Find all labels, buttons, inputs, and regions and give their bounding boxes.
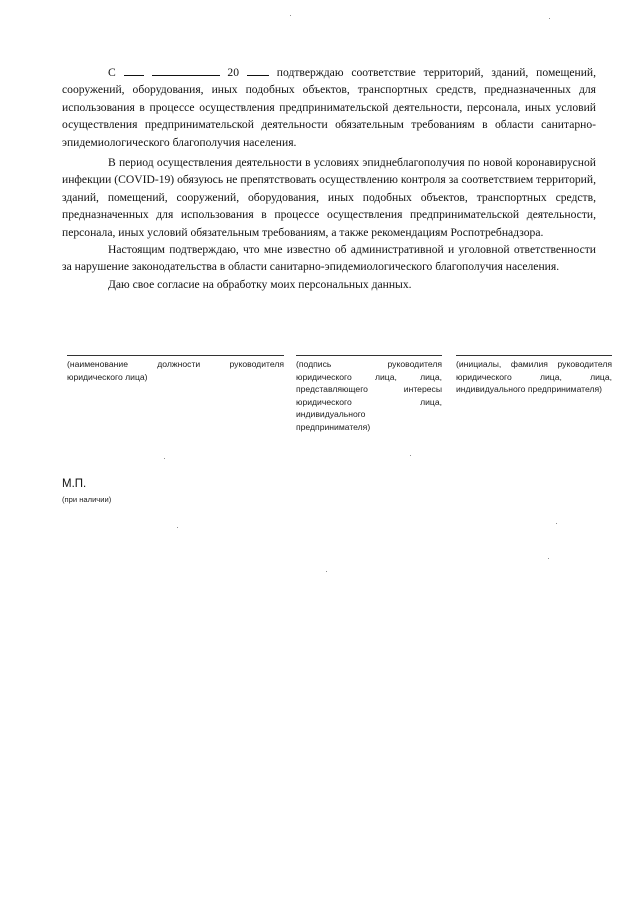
scan-speck (410, 455, 411, 456)
scan-speck (548, 558, 549, 559)
month-blank (152, 64, 220, 76)
consent-paragraph: Даю свое согласие на обработку моих персональных данных. (108, 277, 412, 291)
scan-speck (549, 18, 550, 19)
scan-speck (164, 458, 165, 459)
scan-speck (556, 523, 557, 524)
scan-speck (326, 571, 327, 572)
day-blank (124, 64, 144, 76)
liability-paragraph: Настоящим подтверждаю, что мне известно об административной и уголовной ответственности за нарушение законодательства в области санитарно-эпидемиологического благополучия населения. (62, 243, 596, 274)
year-blank (247, 64, 269, 76)
stamp-label: М.П. (62, 478, 87, 490)
confirmation-prefix: С (108, 66, 116, 79)
covid-paragraph: В период осуществления деятельности в условиях эпиднеблагополучия по новой коронавирусной инфекции (COVID-19) обязуюсь не препятствовать осуществлению контроля за соответствием территорий, зданий, помещений, сооружений, оборудования, иных подобных объектов, транспортных средств, предназначенных для использования в процессе осуществления предпринимательской деятельности, персонала, иных условий обязательным требованиям, а также рекомендациям Роспотребнадзора. (62, 156, 596, 239)
document-body (62, 64, 596, 293)
position-signature-field: (наименование должности руководителя юридического лица) (67, 355, 284, 383)
scan-speck (290, 15, 291, 16)
confirmation-rest: подтверждаю соответствие территорий, зданий, помещений, сооружений, оборудования, иных подобных объектов, транспортных средств, предназначенных для использования в процессе осуществления предпринимательской деятельности, персонала, иных условий осуществления предпринимательской деятельности обязательным требованиям в области санитарно-эпидемиологического благополучия населения. (62, 66, 597, 149)
scan-speck (177, 527, 178, 528)
year-prefix: 20 (227, 66, 239, 79)
signature-field: (подпись руководителя юридического лица, лица, представляющего интересы юридического лица, индивидуального предпринимателя) (296, 355, 442, 434)
stamp-note: (при наличии) (62, 495, 112, 504)
initials-signature-field: (инициалы, фамилия руководителя юридического лица, лица, индивидуального предпринимателя) (456, 355, 612, 396)
confirmation-paragraph (62, 64, 596, 151)
